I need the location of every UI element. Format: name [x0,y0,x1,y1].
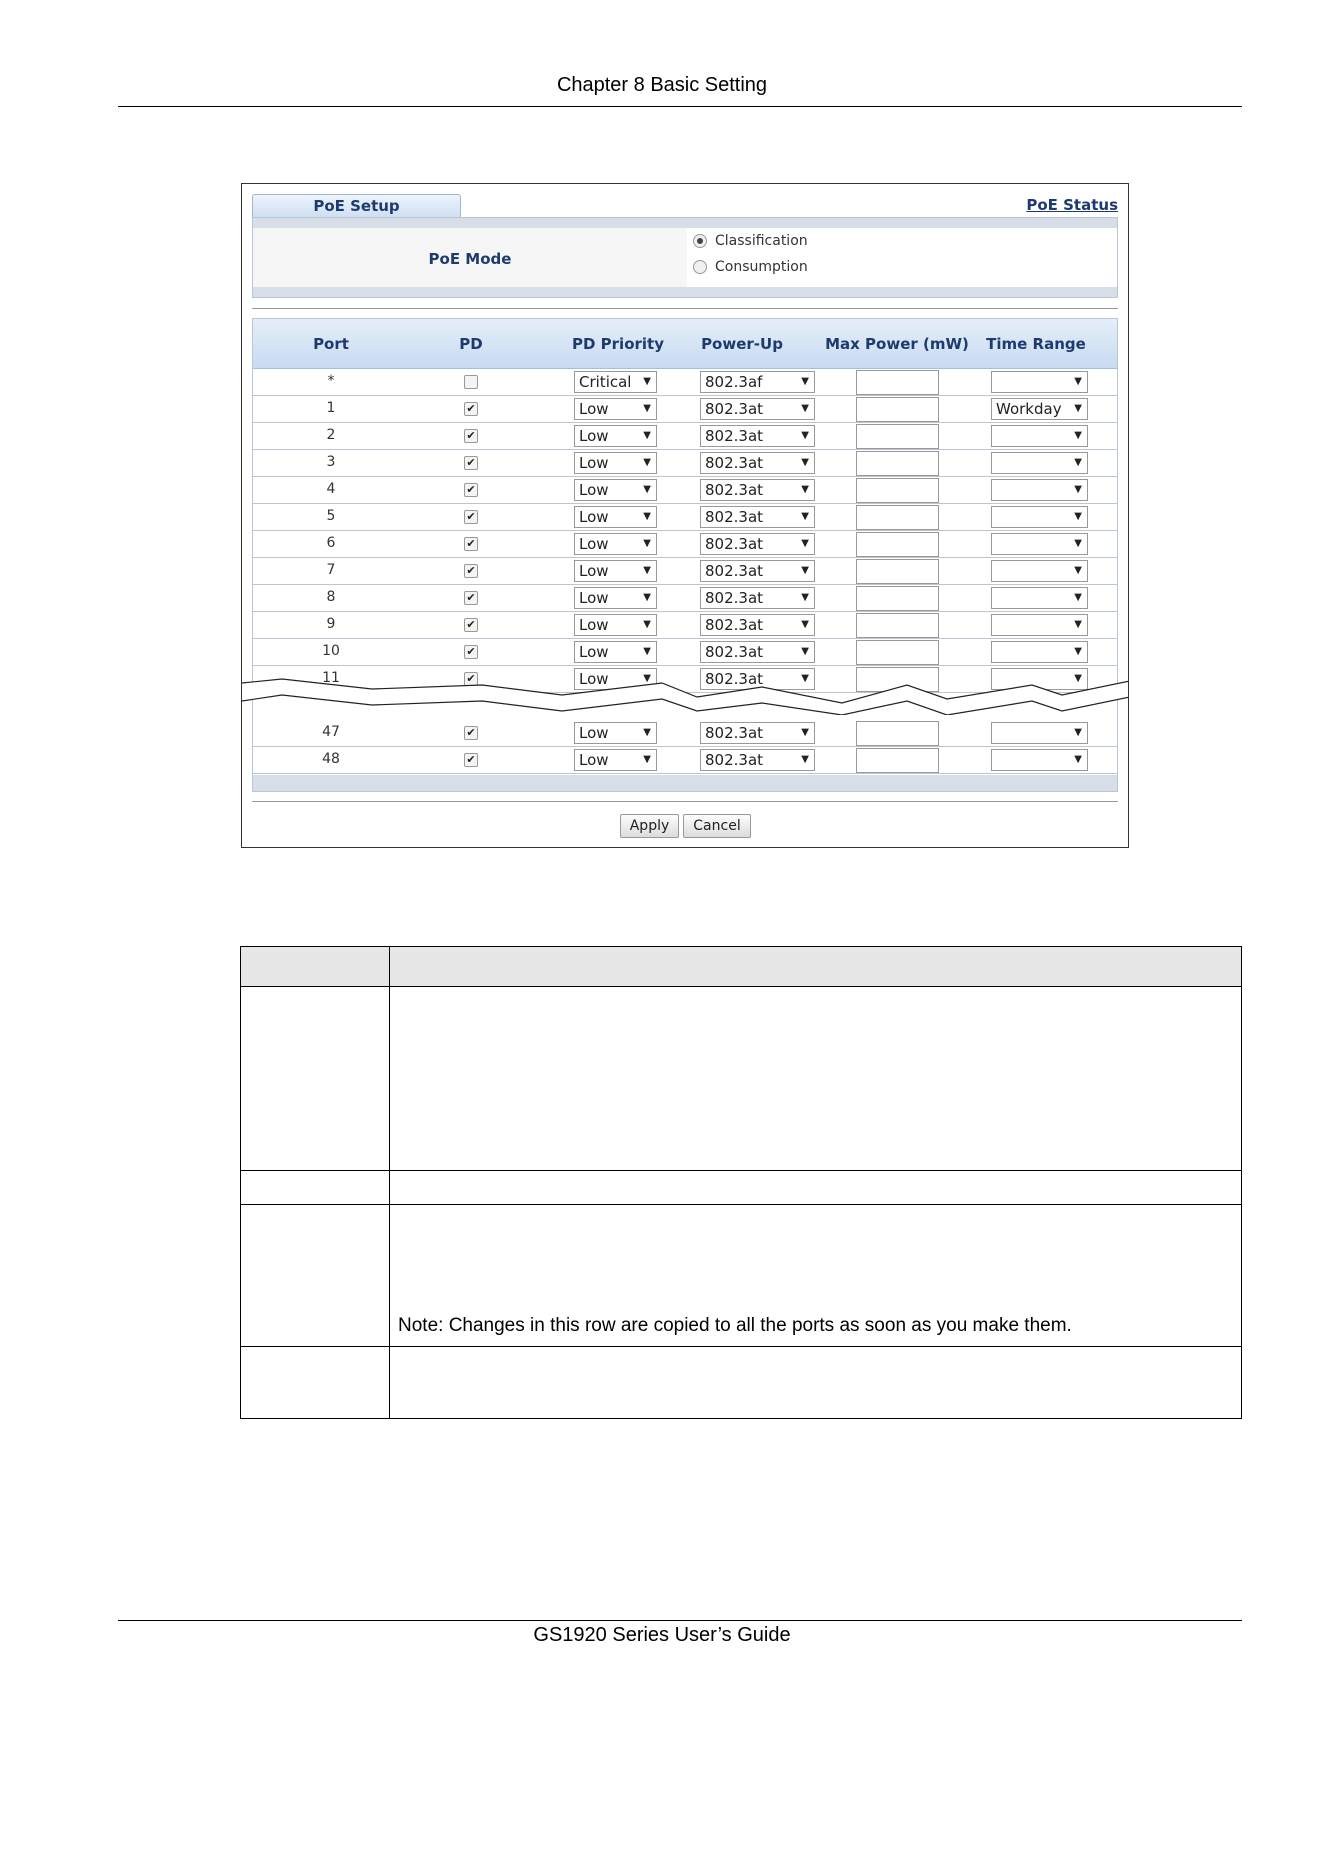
checkbox-checked-icon[interactable]: ✔ [464,672,478,686]
pd-priority-select-value: Low [579,670,609,688]
port-number: 3 [326,454,336,470]
tab-poe-setup[interactable]: PoE Setup [252,194,461,217]
port-number: 10 [322,643,340,659]
cancel-button[interactable]: Cancel [683,814,751,838]
dropdown-arrow-icon: ▼ [1074,673,1082,684]
dropdown-arrow-icon: ▼ [643,538,651,549]
table-row [253,720,1117,747]
power-up-select[interactable] [700,398,815,420]
checkbox-checked-icon[interactable]: ✔ [464,483,478,497]
page-header: Chapter 8 Basic Setting [556,74,768,96]
dropdown-arrow-icon: ▼ [1074,592,1082,603]
dropdown-arrow-icon: ▼ [643,646,651,657]
column-header-max-power: Max Power (mW) [825,335,969,353]
pd-priority-select-value: Low [579,724,609,742]
time-range-select[interactable] [991,749,1088,771]
apply-button[interactable]: Apply [620,814,679,838]
time-range-select[interactable] [991,533,1088,555]
power-up-select-value: 802.3at [705,670,764,688]
dropdown-arrow-icon: ▼ [801,619,809,630]
max-power-input[interactable] [856,613,939,638]
pd-priority-select-value: Low [579,562,609,580]
dropdown-arrow-icon: ▼ [643,376,651,387]
time-range-select[interactable] [991,398,1088,420]
panel-band [253,287,1117,297]
power-up-select-value: 802.3at [705,481,764,499]
table-row [253,585,1117,612]
dropdown-arrow-icon: ▼ [1074,538,1082,549]
table-row [253,423,1117,450]
row-divider [241,1204,1241,1205]
table-row [253,369,1117,396]
checkbox-unchecked-icon[interactable] [464,375,478,389]
pd-priority-select-value: Low [579,589,609,607]
time-range-select[interactable] [991,371,1088,393]
power-up-select-value: 802.3at [705,508,764,526]
max-power-input[interactable] [856,424,939,449]
poe-status-link[interactable]: PoE Status [1026,196,1118,214]
pd-priority-select-value: Low [579,508,609,526]
pd-priority-select-value: Low [579,481,609,499]
port-number: 47 [322,724,340,740]
max-power-input[interactable] [856,505,939,530]
time-range-select-value: Workday [996,400,1062,418]
dropdown-arrow-icon: ▼ [1074,646,1082,657]
table-row [253,477,1117,504]
pd-priority-select-value: Low [579,616,609,634]
power-up-select[interactable] [700,506,815,528]
dropdown-arrow-icon: ▼ [801,673,809,684]
power-up-select[interactable] [700,560,815,582]
dropdown-arrow-icon: ▼ [643,592,651,603]
power-up-select-value: 802.3at [705,454,764,472]
time-range-select[interactable] [991,641,1088,663]
divider [252,801,1118,802]
table-header [253,319,1117,369]
dropdown-arrow-icon: ▼ [801,457,809,468]
power-up-select-value: 802.3at [705,616,764,634]
pd-priority-select[interactable] [574,452,657,474]
pd-priority-select-value: Low [579,400,609,418]
time-range-select[interactable] [991,479,1088,501]
dropdown-arrow-icon: ▼ [801,430,809,441]
power-up-select[interactable] [700,614,815,636]
port-number: 9 [326,616,336,632]
port-number: 11 [322,670,340,686]
dropdown-arrow-icon: ▼ [1074,376,1082,387]
port-number: 2 [326,427,336,443]
max-power-input[interactable] [856,370,939,395]
time-range-select[interactable] [991,614,1088,636]
max-power-input[interactable] [856,748,939,773]
power-up-select[interactable] [700,479,815,501]
pd-priority-select[interactable] [574,398,657,420]
footer-rule [118,1620,1242,1621]
note-text: Note: Changes in this row are copied to all the ports as soon as you make them. [398,1315,1072,1336]
poe-setup-screenshot [241,183,1129,848]
column-header-pd: PD [459,335,483,353]
dropdown-arrow-icon: ▼ [643,673,651,684]
dropdown-arrow-icon: ▼ [643,619,651,630]
max-power-input[interactable] [856,451,939,476]
divider [252,308,1118,309]
checkbox-checked-icon[interactable]: ✔ [464,591,478,605]
row-divider [241,1170,1241,1171]
power-up-select-value: 802.3at [705,589,764,607]
power-up-select-value: 802.3at [705,427,764,445]
radio-selected-icon[interactable] [693,234,707,248]
time-range-select[interactable] [991,722,1088,744]
dropdown-arrow-icon: ▼ [643,403,651,414]
power-up-select[interactable] [700,533,815,555]
dropdown-arrow-icon: ▼ [643,457,651,468]
table-row [253,612,1117,639]
table-break-indicator [242,675,1129,715]
dropdown-arrow-icon: ▼ [1074,430,1082,441]
checkbox-checked-icon[interactable]: ✔ [464,537,478,551]
dropdown-arrow-icon: ▼ [643,727,651,738]
port-number: * [327,373,335,389]
column-header-pd-priority: PD Priority [572,335,664,353]
description-table [240,946,1242,1419]
port-number: 48 [322,751,340,767]
dropdown-arrow-icon: ▼ [801,565,809,576]
dropdown-arrow-icon: ▼ [1074,565,1082,576]
table-footer-band [253,775,1117,791]
checkbox-checked-icon[interactable]: ✔ [464,618,478,632]
port-number: 7 [326,562,336,578]
max-power-input[interactable] [856,721,939,746]
power-up-select-value: 802.3at [705,643,764,661]
time-range-select[interactable] [991,506,1088,528]
port-number: 1 [326,400,336,416]
dropdown-arrow-icon: ▼ [1074,727,1082,738]
column-header-port: Port [313,335,349,353]
max-power-input[interactable] [856,559,939,584]
dropdown-arrow-icon: ▼ [801,754,809,765]
pd-priority-select[interactable] [574,614,657,636]
table-row [253,396,1117,423]
power-up-select-value: 802.3at [705,400,764,418]
dropdown-arrow-icon: ▼ [801,403,809,414]
pd-priority-select[interactable] [574,425,657,447]
table-row [253,504,1117,531]
poe-mode-label: PoE Mode [253,228,687,289]
pd-priority-select[interactable] [574,641,657,663]
pd-priority-select-value: Low [579,427,609,445]
radio-label: Classification [715,233,808,249]
dropdown-arrow-icon: ▼ [1074,619,1082,630]
dropdown-arrow-icon: ▼ [801,484,809,495]
row-divider [241,1346,1241,1347]
power-up-select[interactable] [700,722,815,744]
pd-priority-select[interactable] [574,749,657,771]
pd-priority-select-value: Low [579,454,609,472]
poe-mode-panel [252,217,1118,298]
power-up-select[interactable] [700,371,815,393]
port-number: 8 [326,589,336,605]
dropdown-arrow-icon: ▼ [801,727,809,738]
table-row [253,450,1117,477]
power-up-select-value: 802.3at [705,562,764,580]
pd-priority-select[interactable] [574,587,657,609]
radio-consumption[interactable] [693,257,808,277]
dropdown-arrow-icon: ▼ [801,376,809,387]
pd-priority-select[interactable] [574,371,657,393]
port-number: 5 [326,508,336,524]
max-power-input[interactable] [856,532,939,557]
dropdown-arrow-icon: ▼ [643,430,651,441]
checkbox-checked-icon[interactable]: ✔ [464,726,478,740]
dropdown-arrow-icon: ▼ [643,565,651,576]
time-range-select[interactable] [991,452,1088,474]
power-up-select[interactable] [700,587,815,609]
max-power-input[interactable] [856,586,939,611]
dropdown-arrow-icon: ▼ [801,592,809,603]
checkbox-checked-icon[interactable]: ✔ [464,456,478,470]
radio-label: Consumption [715,259,808,275]
power-up-select[interactable] [700,425,815,447]
radio-classification[interactable] [693,231,808,251]
power-up-select-value: 802.3at [705,724,764,742]
pd-priority-select-value: Critical [579,373,632,391]
pd-priority-select-value: Low [579,643,609,661]
pd-priority-select-value: Low [579,751,609,769]
port-number: 6 [326,535,336,551]
power-up-select[interactable] [700,452,815,474]
table-row [253,531,1117,558]
table-row [253,558,1117,585]
port-table [252,318,1118,792]
checkbox-checked-icon[interactable]: ✔ [464,564,478,578]
time-range-select[interactable] [991,587,1088,609]
table-row [253,747,1117,774]
pd-priority-select-value: Low [579,535,609,553]
radio-unselected-icon[interactable] [693,260,707,274]
checkbox-checked-icon[interactable]: ✔ [464,429,478,443]
power-up-select-value: 802.3at [705,751,764,769]
dropdown-arrow-icon: ▼ [1074,484,1082,495]
dropdown-arrow-icon: ▼ [643,511,651,522]
dropdown-arrow-icon: ▼ [643,484,651,495]
break-fill [242,679,1129,715]
pd-priority-select[interactable] [574,722,657,744]
dropdown-arrow-icon: ▼ [1074,403,1082,414]
description-table-header [241,947,1241,987]
checkbox-checked-icon[interactable]: ✔ [464,402,478,416]
column-header-power-up: Power-Up [701,335,783,353]
dropdown-arrow-icon: ▼ [801,646,809,657]
checkbox-checked-icon[interactable]: ✔ [464,753,478,767]
table-row [253,639,1117,666]
dropdown-arrow-icon: ▼ [1074,511,1082,522]
time-range-select[interactable] [991,560,1088,582]
checkbox-checked-icon[interactable]: ✔ [464,510,478,524]
pd-priority-select[interactable] [574,479,657,501]
pd-priority-select[interactable] [574,560,657,582]
max-power-input[interactable] [856,478,939,503]
dropdown-arrow-icon: ▼ [801,511,809,522]
checkbox-checked-icon[interactable]: ✔ [464,645,478,659]
power-up-select-value: 802.3at [705,535,764,553]
pd-priority-select[interactable] [574,533,657,555]
port-number: 4 [326,481,336,497]
max-power-input[interactable] [856,397,939,422]
pd-priority-select[interactable] [574,506,657,528]
power-up-select[interactable] [700,749,815,771]
power-up-select[interactable] [700,641,815,663]
max-power-input[interactable] [856,640,939,665]
time-range-select[interactable] [991,425,1088,447]
page-footer: GS1920 Series User’s Guide [533,1624,791,1646]
power-up-select-value: 802.3af [705,373,763,391]
dropdown-arrow-icon: ▼ [1074,754,1082,765]
dropdown-arrow-icon: ▼ [801,538,809,549]
dropdown-arrow-icon: ▼ [643,754,651,765]
dropdown-arrow-icon: ▼ [1074,457,1082,468]
panel-band [253,218,1117,228]
header-rule [118,106,1242,107]
column-divider [389,947,390,1418]
column-header-time-range: Time Range [986,335,1086,353]
